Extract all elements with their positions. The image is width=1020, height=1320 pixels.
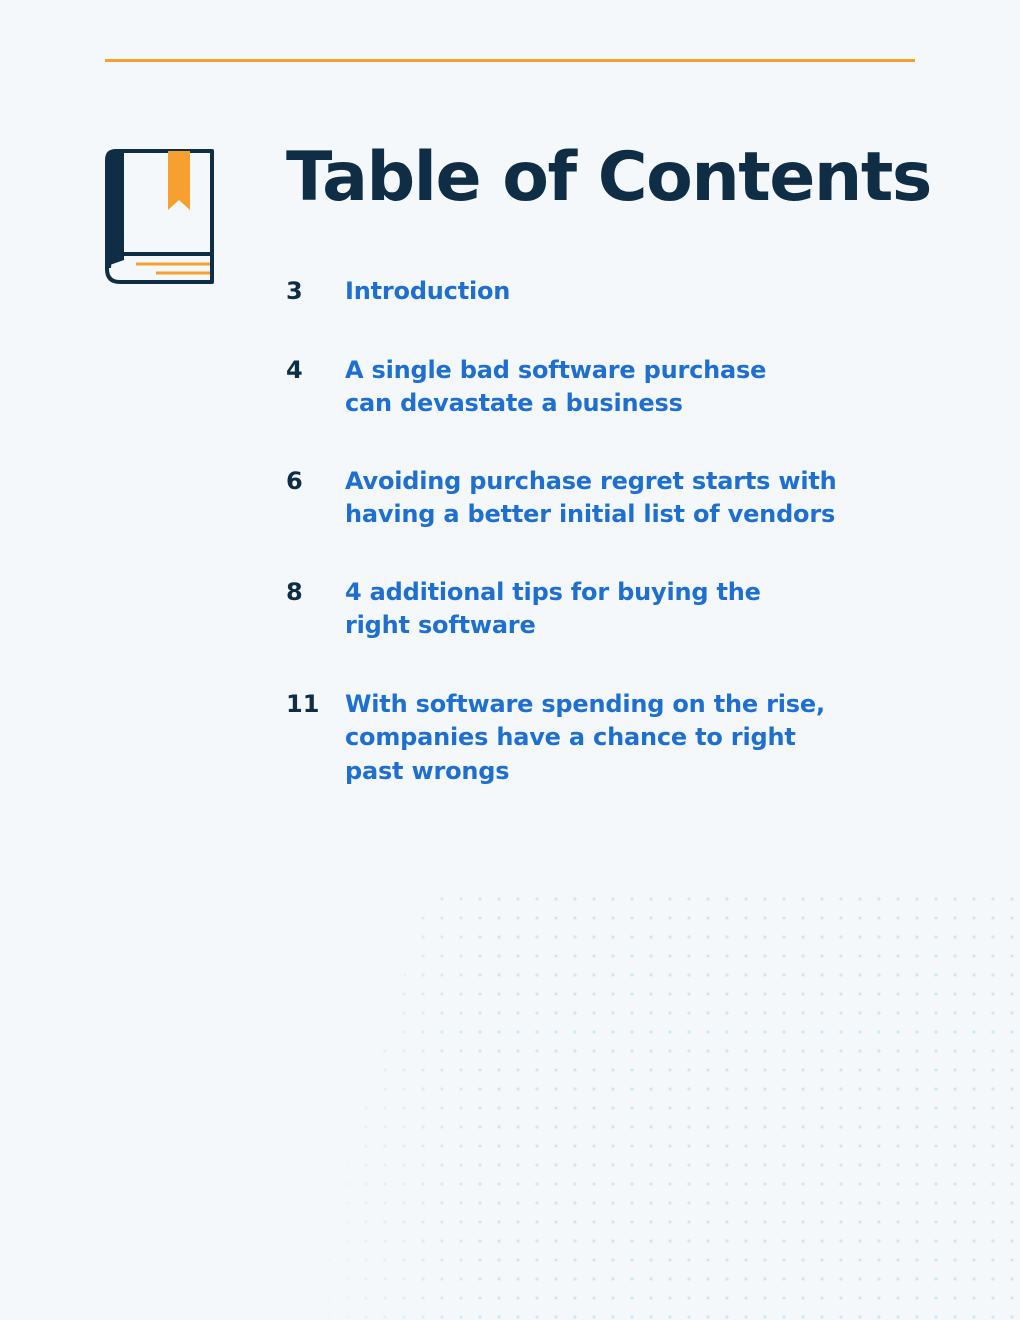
toc-link-line: past wrongs bbox=[345, 756, 510, 785]
toc-entry-additional-tips bbox=[286, 576, 906, 643]
toc-link-line: A single bad software purchase bbox=[345, 355, 767, 384]
toc-link-software-spending[interactable] bbox=[345, 688, 825, 789]
toc-link-line: can devastate a business bbox=[345, 389, 683, 417]
toc-link-purchase-regret[interactable] bbox=[345, 465, 837, 532]
toc-entry-purchase-regret bbox=[286, 465, 906, 532]
toc-page-number: 4 bbox=[286, 355, 303, 384]
page-title: Table of Contents bbox=[286, 138, 931, 217]
book-icon bbox=[104, 148, 216, 288]
toc-entry-software-spending bbox=[286, 688, 906, 789]
toc-link-line: 4 additional tips for buying the bbox=[345, 577, 761, 606]
toc-entry-bad-purchase bbox=[286, 354, 906, 421]
toc-link-line: Introduction bbox=[345, 277, 511, 305]
toc-link-introduction[interactable] bbox=[345, 275, 510, 309]
toc-entry-introduction bbox=[286, 275, 906, 309]
toc-link-line: Avoiding purchase regret starts with bbox=[345, 466, 837, 495]
toc-link-line: With software spending on the rise, bbox=[345, 689, 825, 718]
toc-link-line: having a better initial list of vendors bbox=[345, 500, 836, 528]
dot-pattern-decoration bbox=[300, 890, 1020, 1320]
toc-page-number: 6 bbox=[286, 466, 303, 495]
toc-page-number: 3 bbox=[286, 277, 303, 305]
toc-link-line: companies have a chance to right bbox=[345, 723, 796, 751]
toc-page-number: 11 bbox=[286, 689, 320, 718]
toc-link-additional-tips[interactable] bbox=[345, 576, 761, 643]
toc-link-bad-purchase[interactable] bbox=[345, 354, 766, 421]
toc-page-number: 8 bbox=[286, 577, 303, 606]
table-of-contents bbox=[286, 275, 906, 788]
top-accent-rule bbox=[105, 59, 915, 62]
toc-link-line: right software bbox=[345, 611, 536, 639]
